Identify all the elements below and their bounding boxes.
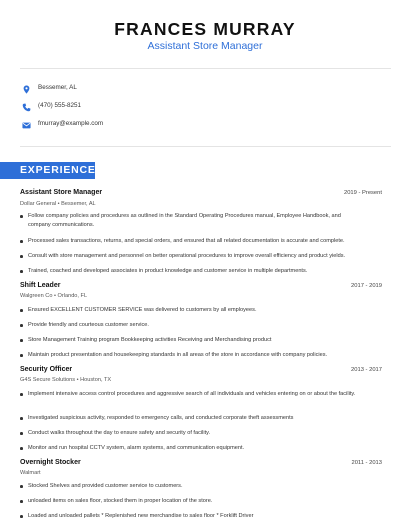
divider (20, 68, 391, 69)
job-location: Houston, TX (80, 377, 112, 383)
contact-location (22, 84, 77, 94)
list-item: Ensured EXCELLENT CUSTOMER SERVICE was delivered to customers by all employees. (20, 306, 365, 315)
phone-text: (470) 555-8251 (38, 102, 82, 109)
job-title: Assistant Store Manager (20, 189, 103, 196)
candidate-name: FRANCES MURRAY (114, 19, 296, 39)
list-item: Stocked Shelves and provided customer service to customers. (20, 482, 365, 491)
job-company: Walgreen Co (20, 293, 53, 299)
job-location: Orlando, FL (57, 293, 88, 299)
phone-icon (22, 103, 31, 112)
list-item: Trained, coached and developed associates in product knowledge and customer service in multiple departments. (20, 267, 365, 276)
list-item: Conduct walks throughout the day to ensure safety and security of facility. (20, 429, 365, 438)
divider (20, 146, 391, 147)
section-heading-experience: EXPERIENCE (20, 164, 96, 176)
list-item: Provide friendly and courteous customer service. (20, 321, 365, 330)
job-dates: 2013 - 2017 (351, 367, 382, 373)
job-dates: 2017 - 2019 (351, 283, 382, 289)
email-text: fmurray@example.com (38, 120, 104, 127)
list-item: unloaded items on sales floor, stocked them in proper location of the store. (20, 497, 365, 506)
job-title: Overnight Stocker (20, 459, 81, 466)
job-title: Shift Leader (20, 282, 61, 289)
job-company-line: Dollar General • Bessemer, AL (20, 201, 96, 207)
list-item: Processed sales transactions, returns, and special orders, and ensured that all related documentation is accurate and complete. (20, 237, 365, 246)
list-item: Maintain product presentation and housekeeping standards in all areas of the store in accordance with company policies. (20, 351, 365, 360)
contact-phone (22, 102, 82, 112)
job-dates: 2011 - 2013 (351, 460, 382, 466)
job-company-line: G4S Secure Solutions • Houston, TX (20, 377, 112, 383)
job-company: G4S Secure Solutions (20, 377, 76, 383)
location-pin-icon (22, 85, 31, 94)
list-item: Store Management Training program Bookkeeping activities Receiving and Merchandising product (20, 336, 365, 345)
list-item: Implement intensive access control procedures and aggressive search of all individuals and vehicles entering on or about the facility. (20, 390, 365, 399)
job-company: Walmart (20, 470, 41, 476)
job-title: Security Officer (20, 366, 73, 373)
job-location: Bessemer, AL (61, 201, 96, 207)
list-item: Loaded and unloaded pallets * Replenished new merchandise to sales floor * Forklift Driver (20, 512, 365, 521)
envelope-icon (22, 121, 31, 130)
contact-email (22, 120, 104, 130)
list-item: Monitor and run hospital CCTV system, alarm systems, and communication equipment. (20, 444, 365, 453)
job-company-line: Walgreen Co • Orlando, FL (20, 293, 88, 299)
job-dates: 2019 - Present (343, 190, 382, 196)
job-company: Dollar General (20, 201, 57, 207)
location-text: Bessemer, AL (38, 84, 77, 91)
job-company-line (20, 470, 41, 476)
list-item: Investigated suspicious activity, responded to emergency calls, and conducted corporate theft assessments (20, 414, 365, 423)
candidate-role: Assistant Store Manager (147, 40, 263, 52)
list-item: Consult with store management and personnel on better operational procedures to improve overall efficiency and product yields. (20, 252, 365, 261)
list-item: Follow company policies and procedures as outlined in the Standard Operating Procedures manual, Employee Handbook, and company communications. (20, 212, 365, 229)
